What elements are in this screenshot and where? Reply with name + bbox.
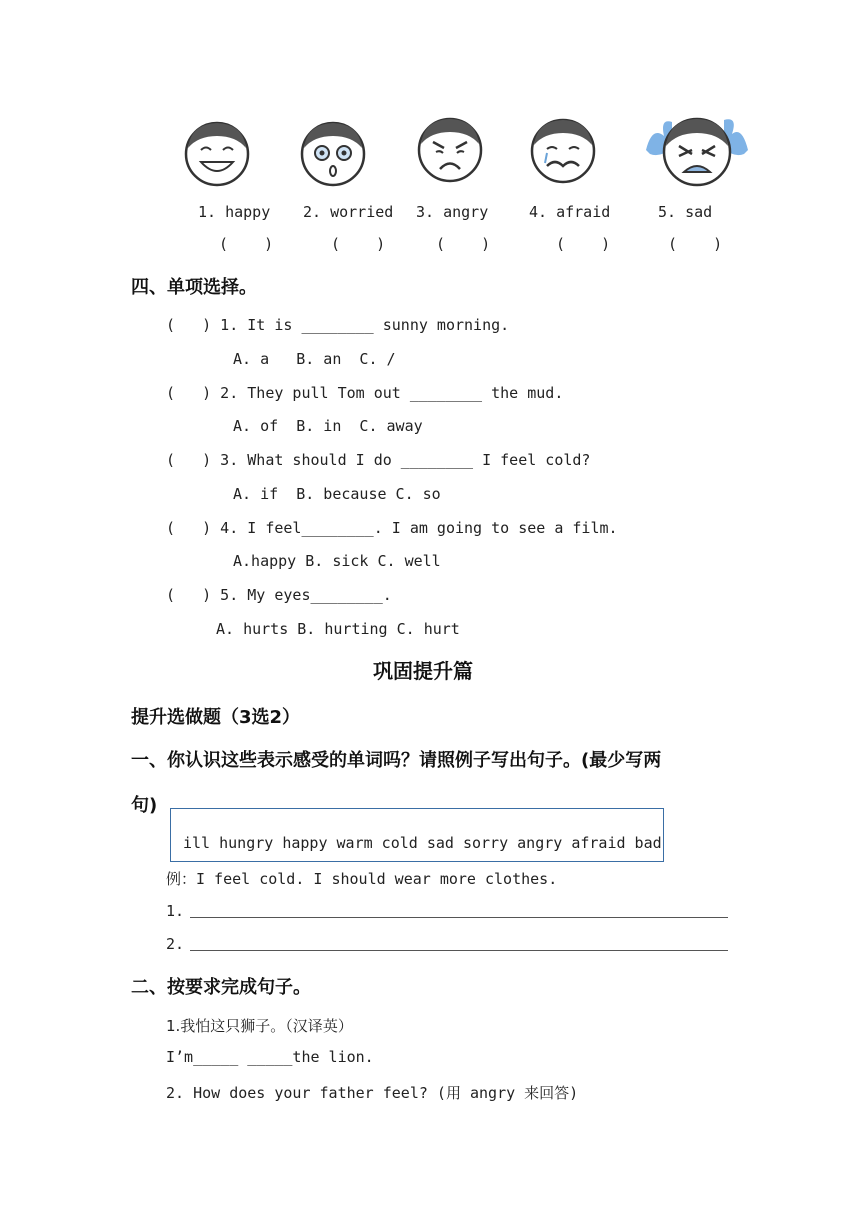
part-two-question-2: 2. How does your father feel? (用 angry 来回答)	[166, 1084, 579, 1102]
face-word-sad: sad	[685, 203, 713, 221]
question-1-options: A. a B. an C. /	[233, 350, 396, 368]
answer-blank-5[interactable]: ( )	[668, 235, 723, 253]
face-number: 1.	[198, 203, 217, 221]
happy-face-icon	[181, 116, 253, 188]
question-2-stem: ( ) 2. They pull Tom out ________ the mud.	[166, 384, 564, 402]
face-number: 2.	[303, 203, 322, 221]
question-3-stem: ( ) 3. What should I do ________ I feel cold?	[166, 451, 591, 469]
consolidate-title: 巩固提升篇	[373, 659, 473, 683]
part-two-question-1: 1.我怕这只狮子。（汉译英）	[166, 1017, 353, 1035]
answer-line-1[interactable]	[190, 917, 728, 918]
question-1-stem: ( ) 1. It is ________ sunny morning.	[166, 316, 510, 334]
face-word-happy: happy	[225, 203, 271, 221]
face-word-afraid: afraid	[556, 203, 611, 221]
face-word-worried: worried	[330, 203, 394, 221]
answer-blank-2[interactable]: ( )	[331, 235, 386, 253]
sad-face-icon	[642, 108, 752, 192]
question-3-options: A. if B. because C. so	[233, 485, 441, 503]
answer-line-2[interactable]	[190, 950, 728, 951]
worried-face-icon	[297, 116, 369, 188]
answer-line-2-number: 2.	[166, 935, 185, 953]
answer-blank-4[interactable]: ( )	[556, 235, 611, 253]
answer-blank-1[interactable]: ( )	[219, 235, 274, 253]
question-2-options: A. of B. in C. away	[233, 417, 423, 435]
question-5-stem: ( ) 5. My eyes________.	[166, 586, 392, 604]
answer-blank-3[interactable]: ( )	[436, 235, 491, 253]
optional-heading: 提升选做题（3选2）	[131, 707, 301, 728]
part-one-heading-line2: 句)	[131, 795, 158, 816]
face-number: 4.	[529, 203, 548, 221]
answer-line-1-number: 1.	[166, 902, 185, 920]
part-two-answer-1[interactable]: I’m_____ _____the lion.	[166, 1048, 374, 1066]
word-bank: ill hungry happy warm cold sad sorry angry afraid bad	[183, 834, 662, 852]
question-5-options: A. hurts B. hurting C. hurt	[216, 620, 460, 638]
angry-face-icon	[414, 112, 486, 184]
face-word-angry: angry	[443, 203, 489, 221]
question-4-stem: ( ) 4. I feel________. I am going to see a film.	[166, 519, 618, 537]
section-four-heading: 四、单项选择。	[131, 277, 257, 298]
face-number: 5.	[658, 203, 677, 221]
example-sentence: 例：I feel cold. I should wear more clothes.	[166, 870, 558, 888]
part-one-heading-line1: 一、你认识这些表示感受的单词吗？请照例子写出句子。(最少写两	[131, 750, 662, 771]
afraid-face-icon	[527, 113, 599, 185]
part-two-heading: 二、按要求完成句子。	[131, 977, 311, 998]
question-4-options: A.happy B. sick C. well	[233, 552, 441, 570]
face-number: 3.	[416, 203, 435, 221]
